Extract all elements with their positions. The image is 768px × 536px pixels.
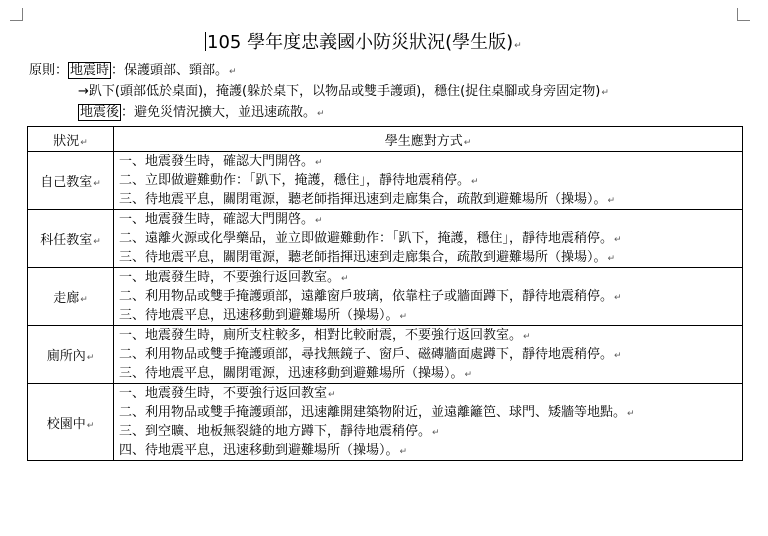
step-text: 三、待地震平息，關閉電源，聽老師指揮迅速到走廊集合，疏散到避難場所（操場）。 (119, 192, 607, 207)
location-cell (28, 152, 114, 210)
step-item (114, 306, 742, 325)
document-title (205, 31, 585, 58)
paragraph-mark-icon: ↵ (399, 312, 408, 322)
header-response-text: 學生應對方式 (384, 133, 463, 149)
step-text: 三、待地震平息，迅速移動到避難場所（操場）。 (119, 308, 399, 323)
location-cell (28, 210, 114, 268)
step-text: 三、待地震平息，關閉電源，迅速移動到避難場所（操場）。 (119, 366, 464, 381)
paragraph-mark-icon: ↵ (614, 351, 622, 361)
table-row (28, 326, 743, 384)
step-item (114, 384, 742, 403)
step-text: 二、利用物品或雙手掩護頭部，遠離窗戶玻璃，依靠柱子或牆面蹲下，靜待地震稍停。 (119, 289, 614, 304)
steps-cell (114, 326, 743, 384)
location-cell (28, 326, 114, 384)
table-header-row (28, 127, 743, 152)
paragraph-mark-icon: ↵ (317, 109, 325, 119)
cell-mark-icon: ↵ (80, 295, 88, 305)
location-text: 自己教室 (40, 175, 93, 190)
location-text: 走廊 (53, 291, 80, 306)
paragraph-mark-icon: ↵ (464, 370, 473, 380)
step-item (114, 441, 742, 460)
step-item (114, 248, 742, 267)
paragraph-mark-icon: ↵ (601, 88, 609, 98)
paragraph-mark-icon: ↵ (627, 409, 635, 419)
paragraph-mark-icon: ↵ (399, 447, 408, 457)
cell-mark-icon: ↵ (86, 420, 95, 431)
steps-cell (114, 268, 743, 326)
during-quake-text: ：保護頭部、頸部。 (111, 63, 229, 78)
paragraph-mark-icon: ↵ (607, 196, 616, 206)
paragraph-mark-icon: ↵ (315, 216, 323, 226)
step-text: 二、利用物品或雙手掩護頭部，迅速離開建築物附近，並遠離籬笆、球門、矮牆等地點。 (119, 405, 627, 420)
location-text: 科任教室 (40, 233, 93, 248)
step-item (114, 345, 742, 364)
step-text: 三、待地震平息，關閉電源，聽老師指揮迅速到走廊集合，疏散到避難場所（操場）。 (119, 250, 607, 265)
cell-mark-icon: ↵ (463, 137, 472, 148)
step-text: 一、地震發生時，確認大門開啓。 (119, 212, 315, 227)
paragraph-mark-icon: ↵ (229, 67, 237, 77)
step-item (114, 210, 742, 229)
steps-cell (114, 210, 743, 268)
step-item (114, 422, 742, 441)
principle-label: 原則： (29, 63, 69, 78)
step-item (114, 171, 742, 190)
step-text: 三、到空曠、地板無裂縫的地方蹲下，靜待地震稍停。 (119, 424, 432, 439)
header-situation (28, 127, 114, 152)
step-item (114, 364, 742, 383)
step-item (114, 326, 742, 345)
after-quake-label: 地震後 (80, 105, 120, 120)
principle-line-after (78, 104, 325, 123)
response-table (27, 126, 743, 461)
step-item (114, 190, 742, 209)
cell-mark-icon: ↵ (86, 353, 95, 363)
step-text: 一、地震發生時，確認大門開啓。 (119, 154, 315, 169)
principle-line-action (78, 83, 609, 102)
table-row (28, 152, 743, 210)
location-text: 廁所內 (46, 349, 86, 364)
paragraph-mark-icon: ↵ (607, 254, 616, 264)
step-item (114, 229, 742, 248)
location-cell (28, 384, 114, 461)
text-cursor (205, 32, 206, 51)
step-text: 一、地震發生時，不要強行返回教室。 (119, 270, 341, 285)
paragraph-mark-icon: ↵ (523, 332, 531, 342)
after-quake-text: ：避免災情況擴大，並迅速疏散。 (121, 105, 317, 120)
during-quake-label: 地震時 (70, 63, 110, 78)
cell-mark-icon: ↵ (93, 179, 101, 189)
step-text: 一、地震發生時，廁所支柱較多，相對比較耐震，不要強行返回教室。 (119, 328, 523, 343)
step-text: 二、立即做避難動作：「趴下，掩護，穩住」，靜待地震稍停。 (119, 173, 471, 188)
paragraph-mark-icon: ↵ (432, 428, 440, 438)
step-text: 四、待地震平息，迅速移動到避難場所（操場）。 (119, 443, 399, 458)
step-item (114, 268, 742, 287)
step-text: 一、地震發生時，不要強行返回教室 (119, 386, 328, 401)
table-row (28, 268, 743, 326)
table-row (28, 210, 743, 268)
paragraph-mark-icon: ↵ (471, 177, 479, 187)
paragraph-mark-icon: ↵ (514, 41, 522, 51)
table-row (28, 384, 743, 461)
header-situation-text: 狀況 (53, 133, 80, 149)
paragraph-mark-icon: ↵ (614, 293, 622, 303)
step-text: 二、利用物品或雙手掩護頭部，尋找無鏡子、窗戶、磁磚牆面處蹲下，靜待地震稍停。 (119, 347, 614, 362)
crop-mark-top-left (10, 8, 23, 21)
step-item (114, 403, 742, 422)
step-item (114, 287, 742, 306)
paragraph-mark-icon: ↵ (315, 158, 323, 168)
header-response (114, 127, 743, 152)
paragraph-mark-icon: ↵ (341, 274, 349, 284)
crop-mark-top-right (737, 8, 750, 21)
principle-line-during (29, 62, 237, 81)
location-cell (28, 268, 114, 326)
paragraph-mark-icon: ↵ (328, 390, 336, 400)
title-text: 105 學年度忠義國小防災狀況(學生版) (207, 32, 514, 53)
steps-cell (114, 384, 743, 461)
cell-mark-icon: ↵ (93, 237, 101, 247)
location-text: 校園中 (46, 416, 86, 432)
paragraph-mark-icon: ↵ (614, 235, 622, 245)
step-text: 二、遠離火源或化學藥品，並立即做避難動作：「趴下，掩護，穩住」，靜待地震稍停。 (119, 231, 614, 246)
steps-cell (114, 152, 743, 210)
cell-mark-icon: ↵ (80, 137, 88, 148)
action-text: →趴下(頭部低於桌面)，掩護(躲於桌下，以物品或雙手護頭)，穩住(捉住桌腳或身旁固定物) (78, 84, 601, 99)
step-item (114, 152, 742, 171)
